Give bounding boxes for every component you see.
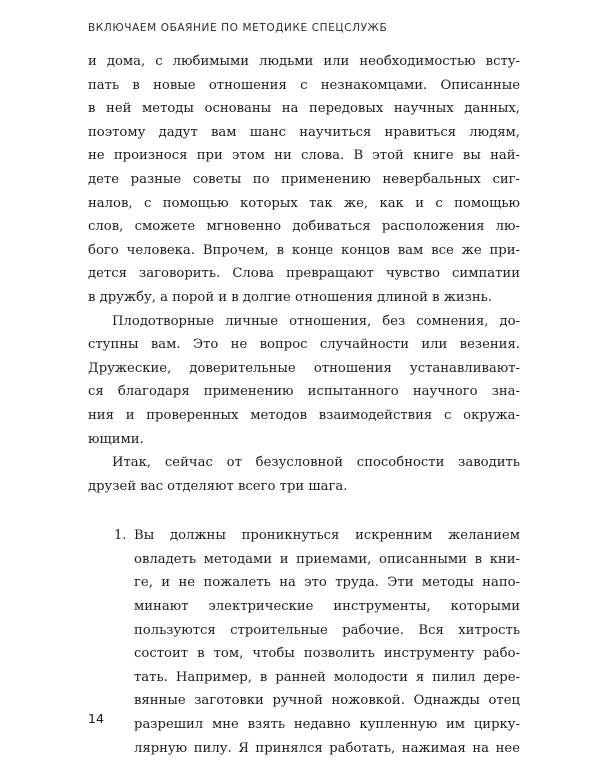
text-line: ющими. bbox=[88, 431, 144, 447]
text-line: пользуются строительные рабочие. Вся хитрость bbox=[134, 622, 520, 638]
text-line: Вы должны проникнуться искренним желанием bbox=[134, 528, 520, 544]
text-line: бого человека. Впрочем, в конце концов вам все же при- bbox=[88, 242, 520, 258]
text-line: в ней методы основаны на передовых научных данных, bbox=[88, 101, 520, 117]
text-line: тать. Например, в ранней молодости я пилил дере- bbox=[134, 669, 520, 685]
running-head: ВКЛЮЧАЕМ ОБАЯНИЕ ПО МЕТОДИКЕ СПЕЦСЛУЖБ bbox=[88, 22, 388, 34]
text-line: минают электрические инструменты, которыми bbox=[134, 599, 520, 615]
text-line: вянные заготовки ручной ножовкой. Однажды отец bbox=[134, 693, 520, 709]
text-line: друзей вас отделяют всего три шага. bbox=[88, 478, 348, 494]
text-line: состоит в том, чтобы позволить инструменту рабо- bbox=[134, 646, 520, 662]
text-line: и дома, с любимыми людьми или необходимостью всту- bbox=[88, 54, 520, 69]
text-line: разрешил мне взять недавно купленную им цирку- bbox=[134, 717, 520, 733]
text-line: Плодотворные личные отношения, без сомнения, до- bbox=[112, 313, 520, 329]
list-item bbox=[88, 524, 520, 760]
page-number: 14 bbox=[88, 711, 104, 726]
paragraph-1 bbox=[88, 50, 520, 310]
list-item-body bbox=[134, 524, 520, 760]
list-item-number: 1. bbox=[114, 528, 127, 544]
text-line: поэтому дадут вам шанс научиться нравиться людям, bbox=[88, 124, 520, 140]
text-line: налов, с помощью которых так же, как и с помощью bbox=[88, 195, 520, 211]
text-line: пать в новые отношения с незнакомцами. Описанные bbox=[88, 77, 520, 93]
body-text bbox=[88, 50, 520, 760]
paragraph-3 bbox=[88, 451, 520, 498]
text-line: ния и проверенных методов взаимодействия с окружа- bbox=[88, 407, 520, 423]
paragraph-2 bbox=[88, 310, 520, 452]
text-line: лярную пилу. Я принялся работать, нажимая на нее bbox=[134, 740, 520, 756]
text-line: Итак, сейчас от безусловной способности заводить bbox=[112, 455, 520, 471]
numbered-list bbox=[88, 524, 520, 760]
text-line: дете разные советы по применению невербальных сиг- bbox=[88, 171, 520, 187]
text-line: слов, сможете мгновенно добиваться расположения лю- bbox=[88, 219, 520, 235]
text-line: ге, и не пожалеть на это труда. Эти методы напо- bbox=[134, 575, 520, 591]
text-line: ся благодаря применению испытанного научного зна- bbox=[88, 384, 520, 400]
text-line: в дружбу, а порой и в долгие отношения длиной в жизнь. bbox=[88, 289, 493, 305]
text-line: не произнося при этом ни слова. В этой книге вы най- bbox=[88, 148, 520, 164]
text-line: Дружеские, доверительные отношения устанавливают- bbox=[88, 360, 520, 376]
text-line: дется заговорить. Слова превращают чувство симпатии bbox=[88, 266, 520, 282]
section-spacer bbox=[88, 498, 520, 524]
text-line: овладеть методами и приемами, описанными в кни- bbox=[134, 551, 520, 567]
text-line: ступны вам. Это не вопрос случайности или везения. bbox=[88, 337, 520, 353]
